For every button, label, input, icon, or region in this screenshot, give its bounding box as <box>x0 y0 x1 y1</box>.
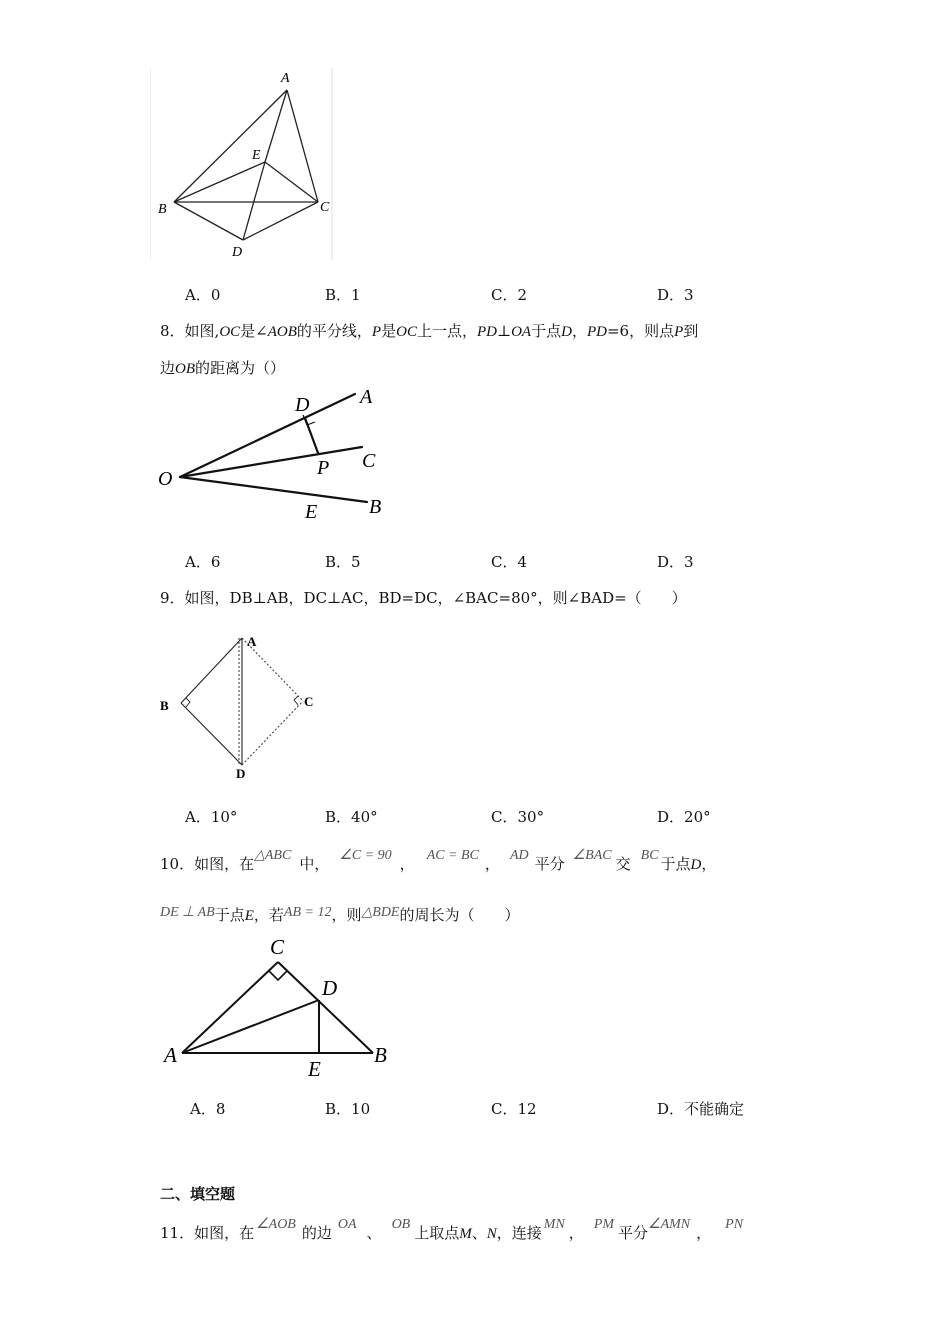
q8-option-d[interactable]: D．3 <box>657 553 694 571</box>
label-p: P <box>317 457 330 479</box>
label-b: B <box>369 496 382 518</box>
label-b: B <box>374 1043 387 1067</box>
q8-option-c[interactable]: C．4 <box>491 553 528 571</box>
label-d: D <box>322 976 338 1000</box>
q9-option-c[interactable]: C．30° <box>491 808 545 826</box>
q10-option-a[interactable]: A．8 <box>190 1100 226 1118</box>
q9-option-d[interactable]: D．20° <box>657 808 711 826</box>
right-angle-mark-c <box>294 696 298 705</box>
segment-ac <box>287 90 318 202</box>
segment-bd <box>181 703 242 765</box>
label-e: E <box>308 1057 321 1080</box>
q7-option-a[interactable]: A．0 <box>185 286 221 304</box>
ray-oc <box>180 447 362 477</box>
segment-ab <box>181 638 242 703</box>
q8-stem-line1: 8．如图,OC是∠AOB的平分线，P是OC上一点，PD⊥OA于点D，PD=6，则点P到 <box>160 322 699 340</box>
q9-stem: 9．如图，DB⊥AB，DC⊥AC，BD=DC，∠BAC=80°，则∠BAD=（ ） <box>160 589 687 607</box>
q8-option-a[interactable]: A．6 <box>185 553 221 571</box>
segment-ed <box>243 162 265 240</box>
q10-option-c[interactable]: C．12 <box>491 1100 537 1118</box>
q10-figure <box>160 930 400 1080</box>
segment-dc <box>242 701 303 765</box>
label-b: B <box>160 698 169 713</box>
q7-figure <box>150 65 340 265</box>
right-angle-mark <box>269 971 287 980</box>
label-c: C <box>362 450 376 472</box>
segment-dc <box>243 202 318 240</box>
ray-ob <box>180 477 367 502</box>
q10-option-b[interactable]: B．10 <box>325 1100 371 1118</box>
q7-option-c[interactable]: C．2 <box>491 286 528 304</box>
label-d: D <box>236 766 246 781</box>
section-fill-in-title: 二、填空题 <box>160 1185 236 1203</box>
label-e: E <box>252 148 261 163</box>
label-a: A <box>164 1043 177 1067</box>
segment-bd <box>174 202 243 240</box>
label-c: C <box>320 200 330 215</box>
label-a: A <box>281 71 290 86</box>
q10-option-d[interactable]: D．不能确定 <box>657 1100 745 1118</box>
q11-stem-line1: 11．如图，在 ∠AOB 的边 OA 、 OB 上取点M、N，连接 MN ， PM 平分∠AMN ， PN <box>160 1217 744 1242</box>
q7-option-b[interactable]: B．1 <box>325 286 361 304</box>
q10-stem-line2: DE ⊥ AB于点E，若AB = 12，则△BDE的周长为（ ） <box>160 905 520 924</box>
q9-option-b[interactable]: B．40° <box>325 808 378 826</box>
q8-figure <box>155 385 395 525</box>
q9-figure <box>155 628 325 783</box>
label-a: A <box>360 386 373 408</box>
label-o: O <box>158 468 173 490</box>
q8-stem-line2: 边OB的距离为（） <box>160 359 286 377</box>
q9-option-a[interactable]: A．10° <box>185 808 238 826</box>
segment-ac <box>182 962 278 1053</box>
label-c: C <box>270 935 285 959</box>
label-b: B <box>158 202 167 217</box>
segment-ad <box>182 1000 319 1053</box>
label-e: E <box>305 501 318 523</box>
q10-stem-line1: 10．如图，在△ABC 中， ∠C = 90 ， AC = BC ， AD 平分 ∠BAC 交 BC 于点D， <box>160 848 717 873</box>
label-a: A <box>247 634 257 649</box>
label-d: D <box>295 394 310 416</box>
q8-option-b[interactable]: B．5 <box>325 553 361 571</box>
segment-be <box>174 162 265 202</box>
label-d: D <box>232 245 243 260</box>
right-angle-mark-b <box>186 698 190 707</box>
label-c: C <box>304 694 314 709</box>
q7-option-d[interactable]: D．3 <box>657 286 694 304</box>
segment-ec <box>265 162 318 202</box>
